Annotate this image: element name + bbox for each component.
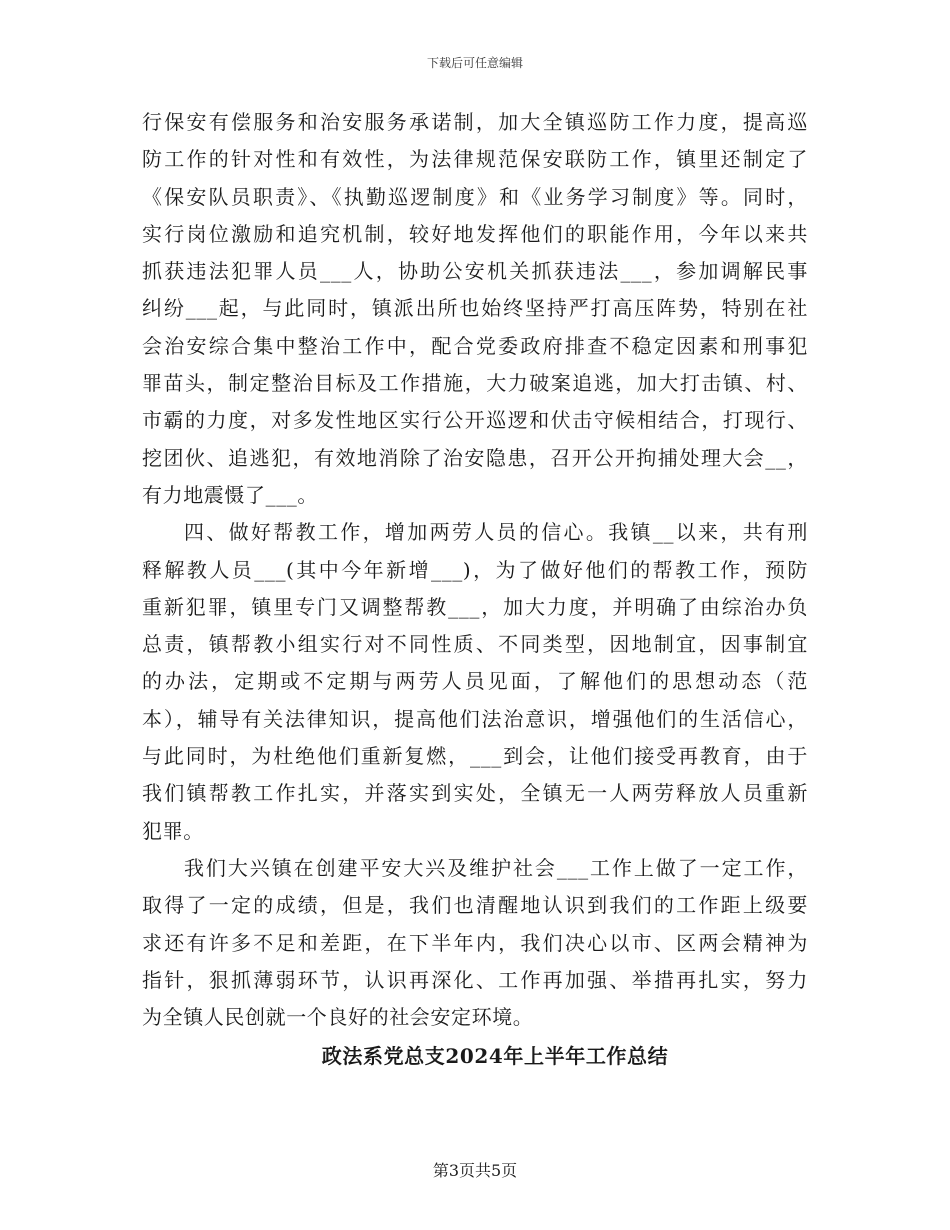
text-line: 行保安有偿服务和治安服务承诺制，加大全镇巡防工作力度，提高巡	[142, 110, 808, 134]
text-line: 本），辅导有关法律知识，提高他们法治意识，增强他们的生活信心，	[142, 706, 808, 731]
text-line: 取得了一定的成绩，但是，我们也清醒地认识到我们的工作距上级要	[142, 893, 808, 918]
text-line: 犯罪。	[142, 818, 204, 843]
text-line: 总责，镇帮教小组实行对不同性质、不同类型，因地制宜，因事制宜	[142, 632, 808, 657]
text-line: 罪苗头，制定整治目标及工作措施，大力破案追逃，加大打击镇、村、	[142, 371, 808, 396]
text-line: 的办法，定期或不定期与两劳人员见面，了解他们的思想动态（范	[142, 669, 808, 694]
document-title: 政法系党总支2024年上半年工作总结	[321, 1044, 669, 1069]
header-note: 下载后可任意编辑	[426, 56, 523, 70]
text-line: 纠纷___起，与此同时，镇派出所也始终坚持严打高压阵势，特别在社	[142, 296, 808, 321]
text-line: 我们镇帮教工作扎实，并落实到实处，全镇无一人两劳释放人员重新	[142, 781, 808, 806]
text-line: 挖团伙、追逃犯，有效地消除了治安隐患，召开公开拘捕处理大会__，	[142, 445, 808, 470]
text-line: 《保安队员职责》、《执勤巡逻制度》和《业务学习制度》等。同时，	[142, 184, 808, 209]
text-line: 与此同时，为杜绝他们重新复燃，___到会，让他们接受再教育，由于	[142, 744, 808, 769]
text-line: 我们大兴镇在创建平安大兴及维护社会___工作上做了一定工作，	[184, 855, 808, 880]
text-line: 指针，狠抓薄弱环节，认识再深化、工作再加强、举措再扎实，努力	[142, 967, 808, 992]
text-line: 会治安综合集中整治工作中，配合党委政府排查不稳定因素和刑事犯	[142, 333, 808, 358]
text-line: 抓获违法犯罪人员___人，协助公安机关抓获违法___，参加调解民事	[142, 259, 808, 284]
page-number: 第3页共5页	[432, 1161, 518, 1180]
text-line: 实行岗位激励和追究机制，较好地发挥他们的职能作用，今年以来共	[142, 221, 808, 246]
text-line: 求还有许多不足和差距，在下半年内，我们决心以市、区两会精神为	[142, 930, 808, 955]
text-line: 重新犯罪，镇里专门又调整帮教___，加大力度，并明确了由综治办负	[142, 594, 808, 619]
document-body	[142, 104, 808, 1076]
text-line: 释解教人员___(其中今年新增___)，为了做好他们的帮教工作，预防	[142, 557, 808, 582]
text-line: 防工作的针对性和有效性，为法律规范保安联防工作，镇里还制定了	[142, 147, 808, 172]
text-line: 为全镇人民创就一个良好的社会安定环境。	[142, 1005, 534, 1030]
text-line: 四、做好帮教工作，增加两劳人员的信心。我镇__以来，共有刑	[184, 520, 808, 545]
text-line: 市霸的力度，对多发性地区实行公开巡逻和伏击守候相结合，打现行、	[142, 408, 808, 433]
text-line: 有力地震慑了___。	[142, 482, 318, 507]
